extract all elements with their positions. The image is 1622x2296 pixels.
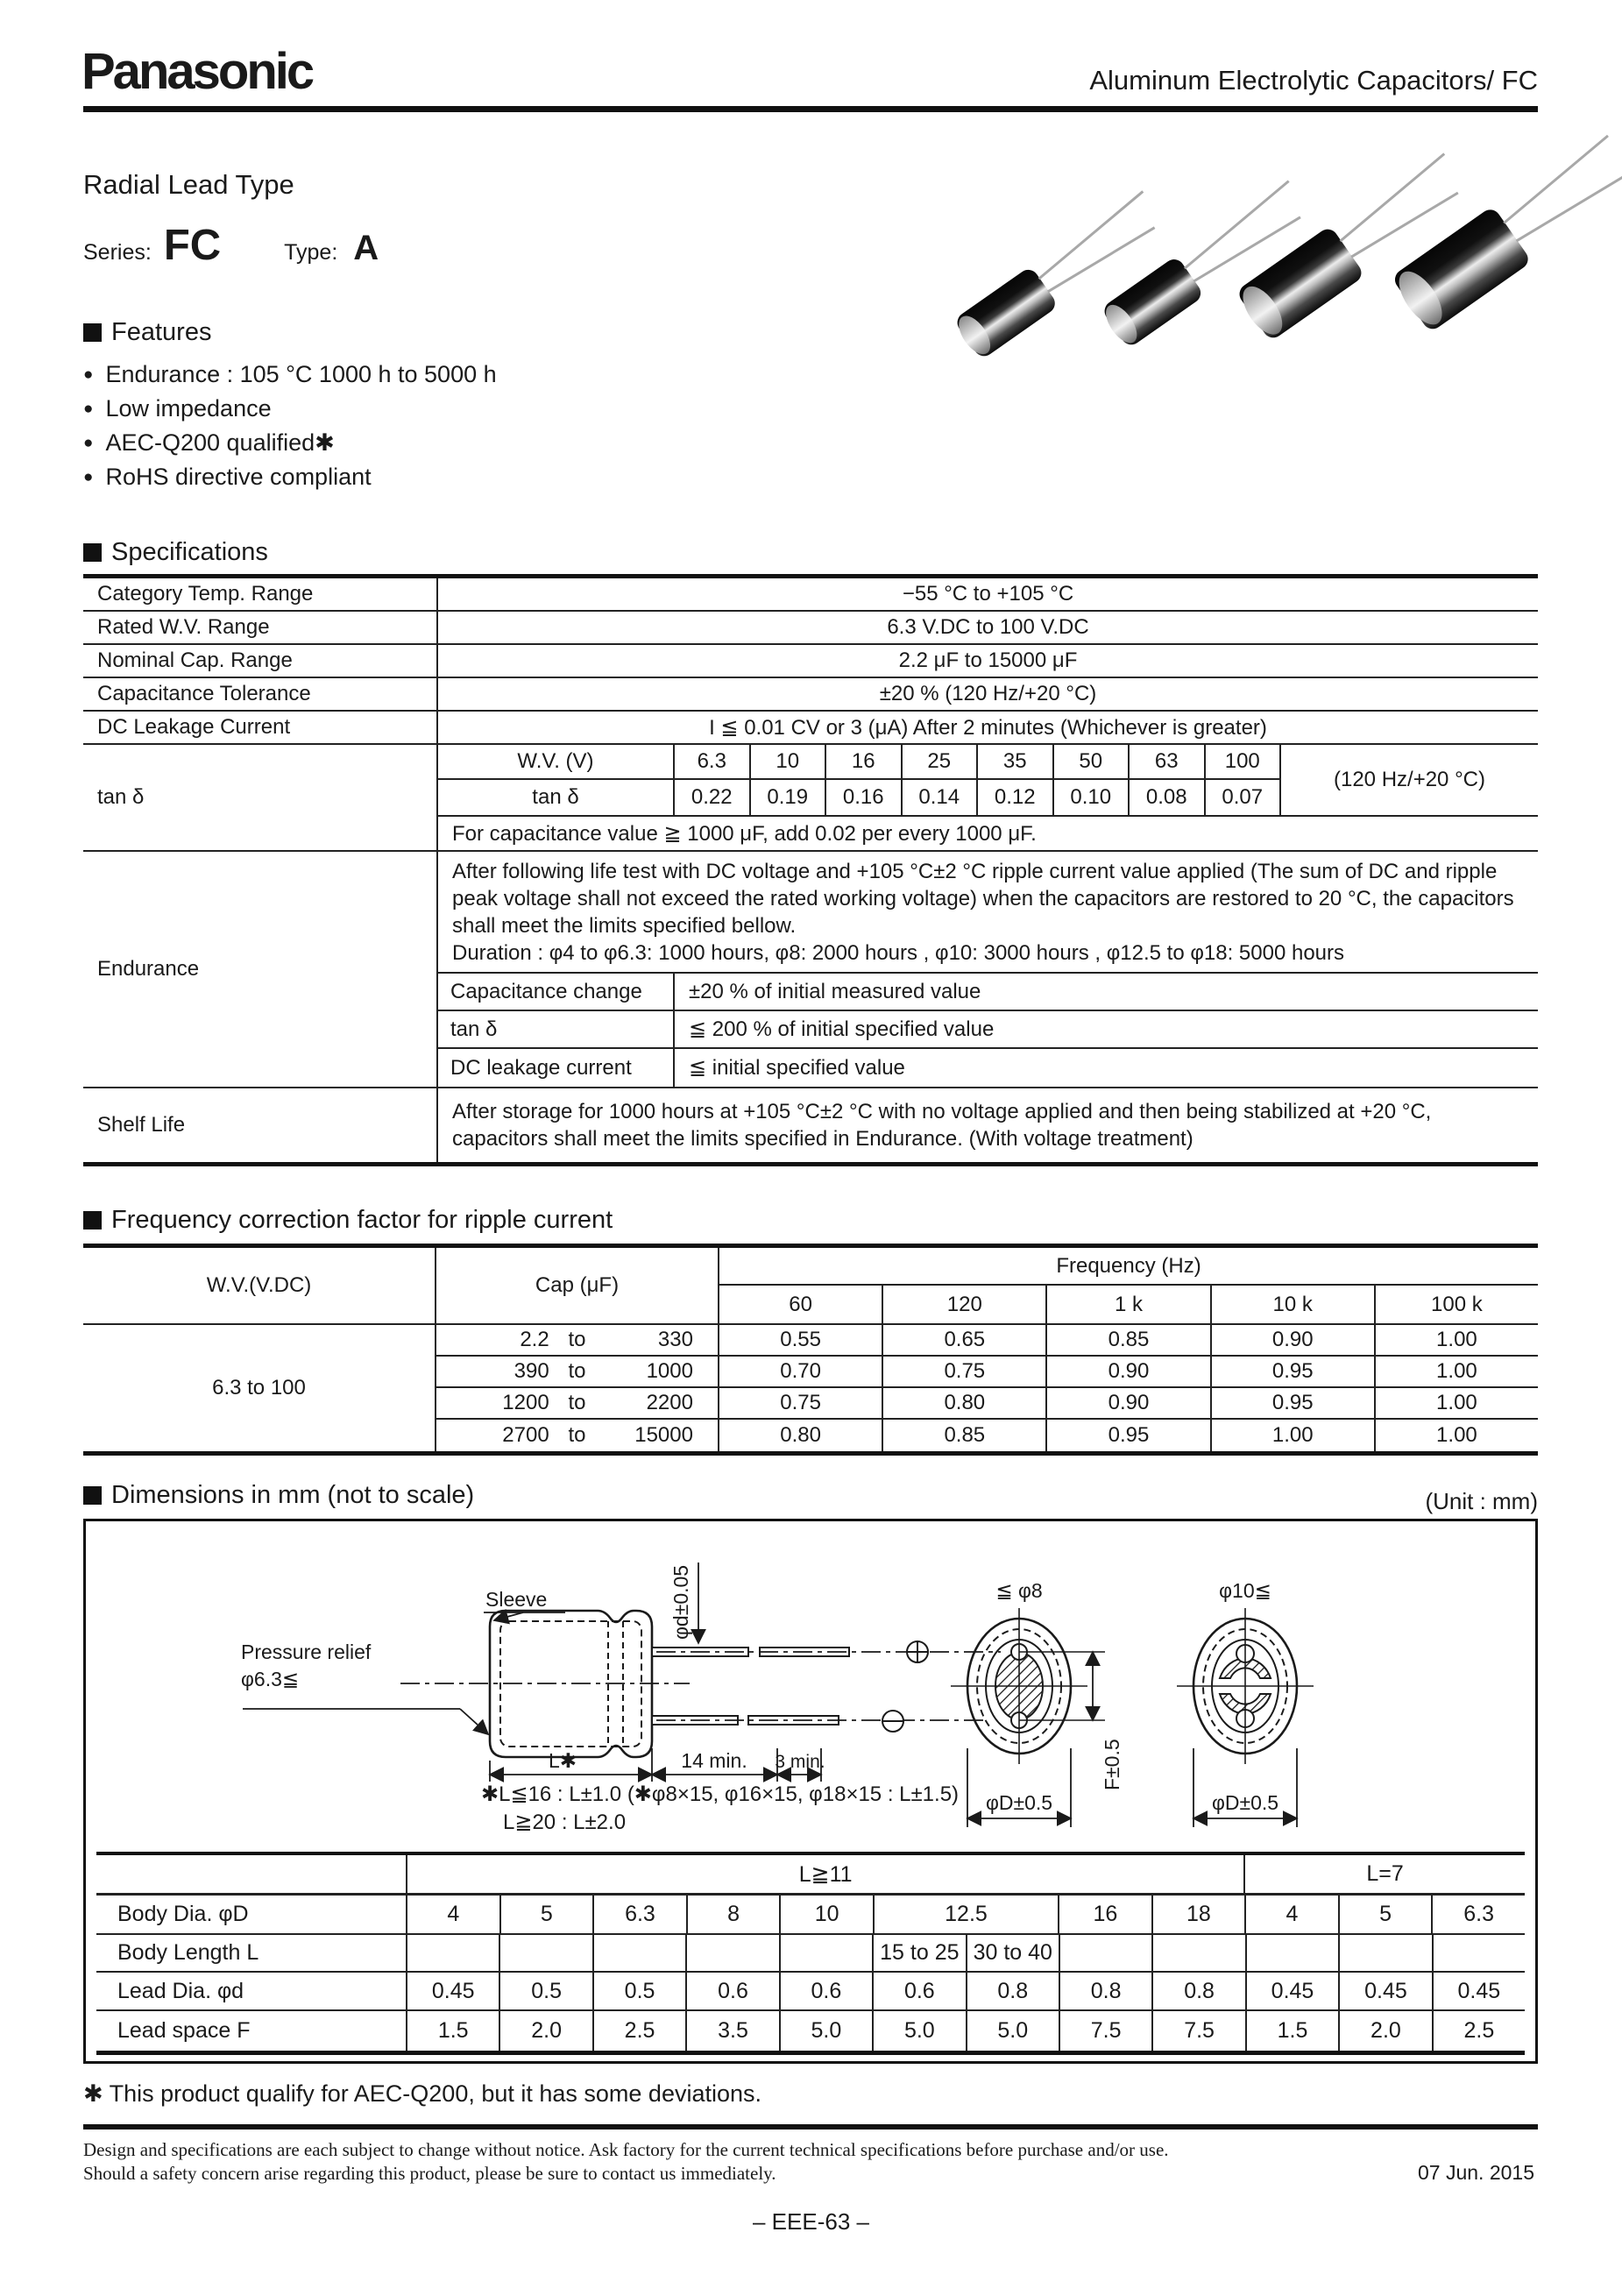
type-value: A bbox=[353, 229, 379, 267]
table-row bbox=[96, 2011, 1525, 2051]
row-value: I ≦ 0.01 CV or 3 (μA) After 2 minutes (Whichever is greater) bbox=[709, 715, 1267, 740]
specifications-heading-label: Specifications bbox=[111, 538, 268, 566]
to-label: to bbox=[568, 1391, 586, 1414]
table-cell: 8 bbox=[688, 1896, 782, 1933]
table-row bbox=[719, 1388, 1538, 1420]
criterion-label: tan δ bbox=[438, 1011, 675, 1047]
table-row bbox=[96, 1973, 1525, 2011]
document-title: Aluminum Electrolytic Capacitors/ FC bbox=[1089, 65, 1538, 96]
table-cell: 1.00 bbox=[1212, 1420, 1376, 1451]
feature-text: AEC-Q200 qualified✱ bbox=[105, 429, 335, 456]
table-cell bbox=[1153, 1935, 1246, 1971]
wv-range-value: 6.3 to 100 bbox=[212, 1376, 306, 1400]
table-row bbox=[719, 1420, 1538, 1451]
tan-note: For capacitance value ≧ 1000 μF, add 0.02 per every 1000 μF. bbox=[438, 815, 1538, 850]
table-cell: 0.6 bbox=[687, 1973, 780, 2009]
row-label: Capacitance Tolerance bbox=[83, 678, 438, 710]
feature-text: Endurance : 105 °C 1000 h to 5000 h bbox=[105, 361, 497, 387]
row-label: Body Dia. φD bbox=[96, 1896, 407, 1933]
table-cell bbox=[1434, 1935, 1525, 1971]
aec-note: ✱ This product qualify for AEC-Q200, but it has some deviations. bbox=[83, 2080, 762, 2107]
features-heading bbox=[83, 318, 211, 347]
capacitor-image bbox=[1101, 255, 1205, 349]
row-label: Rated W.V. Range bbox=[83, 612, 438, 643]
table-cell: 0.6 bbox=[781, 1973, 874, 2009]
table-cell: 0.16 bbox=[826, 780, 903, 815]
table-cell bbox=[1340, 1935, 1433, 1971]
footer-disclaimer bbox=[83, 2138, 1169, 2186]
table-cell bbox=[1060, 1935, 1153, 1971]
column-header: 120 bbox=[883, 1286, 1047, 1323]
series-line bbox=[83, 221, 379, 270]
dimensions-heading-label: Dimensions in mm (not to scale) bbox=[111, 1481, 475, 1509]
row-value: 2.2 μF to 15000 μF bbox=[898, 648, 1078, 672]
features-heading-label: Features bbox=[111, 318, 212, 346]
list-item bbox=[83, 358, 497, 392]
cap-to: 2200 bbox=[646, 1391, 693, 1414]
table-cell: 5 bbox=[501, 1896, 595, 1933]
criterion-label: DC leakage current bbox=[438, 1049, 675, 1087]
table-cell: 16 bbox=[826, 745, 903, 778]
table-header-row bbox=[96, 1855, 1525, 1896]
table-row bbox=[438, 974, 1538, 1011]
to-label: to bbox=[568, 1423, 586, 1447]
shelf-life-row bbox=[83, 1088, 1538, 1162]
cap-to: 15000 bbox=[634, 1423, 693, 1447]
table-cell: 6.3 bbox=[1463, 1902, 1495, 1926]
table-cell bbox=[594, 1935, 687, 1971]
table-cell bbox=[687, 1935, 780, 1971]
table-cell: 1.00 bbox=[1436, 1423, 1477, 1447]
product-heading: Radial Lead Type bbox=[83, 169, 294, 200]
table-row bbox=[83, 678, 1538, 712]
tolerance-note-2: L≧20 : L±2.0 bbox=[503, 1811, 627, 1834]
table-cell: 18 bbox=[1153, 1896, 1247, 1933]
series-value: FC bbox=[163, 222, 222, 269]
row-label: Shelf Life bbox=[83, 1088, 438, 1162]
table-cell: 0.12 bbox=[978, 780, 1054, 815]
capacitor-image bbox=[953, 266, 1059, 360]
tan-header: tan δ bbox=[438, 780, 675, 815]
endurance-description bbox=[438, 852, 1538, 974]
revision-date: 07 Jun. 2015 bbox=[1417, 2161, 1534, 2184]
cap-from: 2.2 bbox=[520, 1328, 549, 1351]
table-cell: 100 bbox=[1224, 749, 1260, 773]
row-value: 6.3 V.DC to 100 V.DC bbox=[887, 615, 1089, 639]
row-value: ±20 % (120 Hz/+20 °C) bbox=[879, 682, 1097, 705]
taper-dim: 3 min. bbox=[775, 1752, 825, 1772]
table-cell: 12.5 bbox=[875, 1896, 1059, 1933]
table-cell: 0.75 bbox=[883, 1357, 1047, 1386]
specifications-heading bbox=[83, 538, 268, 567]
series-label: Series: bbox=[83, 240, 152, 265]
capacitor-image bbox=[1391, 206, 1532, 333]
specifications-table bbox=[83, 574, 1538, 1166]
table-cell: 0.07 bbox=[1222, 785, 1264, 809]
tolerance-note-1: ✱L≦16 : L±1.0 (✱φ8×15, φ16×15, φ18×15 : L±1.5) bbox=[481, 1782, 960, 1806]
table-cell: 0.80 bbox=[719, 1420, 883, 1451]
lead-dia-tolerance: φd±0.05 bbox=[669, 1564, 692, 1640]
body-dia-tolerance: φD±0.5 bbox=[1211, 1791, 1279, 1814]
pressure-relief-size: φ6.3≦ bbox=[241, 1668, 300, 1690]
table-cell: 0.90 bbox=[1047, 1357, 1211, 1386]
table-cell: 1.5 bbox=[407, 2011, 500, 2051]
table-cell: 0.70 bbox=[719, 1357, 883, 1386]
row-label: DC Leakage Current bbox=[83, 712, 438, 743]
to-label: to bbox=[568, 1359, 586, 1383]
table-cell: 4 bbox=[1246, 1896, 1340, 1933]
feature-text: RoHS directive compliant bbox=[105, 464, 372, 490]
row-label: Lead Dia. φd bbox=[96, 1973, 407, 2009]
table-cell: 0.75 bbox=[719, 1388, 883, 1418]
table-cell: 0.19 bbox=[751, 780, 827, 815]
pressure-relief-label: Pressure relief bbox=[241, 1641, 372, 1663]
length-group-header: L≧11 bbox=[407, 1855, 1245, 1893]
tan-delta-row bbox=[83, 745, 1538, 852]
row-label: Nominal Cap. Range bbox=[83, 645, 438, 677]
list-item bbox=[83, 460, 497, 494]
table-cell: 0.22 bbox=[675, 780, 751, 815]
table-cell bbox=[1247, 1935, 1340, 1971]
cap-to: 330 bbox=[657, 1328, 693, 1351]
bullet-icon: ● bbox=[83, 434, 94, 452]
table-cell: 0.10 bbox=[1054, 780, 1130, 815]
table-cell: 2.0 bbox=[500, 2011, 593, 2051]
table-cell bbox=[407, 1935, 500, 1971]
type-label: Type: bbox=[284, 240, 338, 265]
table-cell: 6.3 bbox=[675, 745, 751, 778]
table-row bbox=[96, 1896, 1525, 1935]
table-cell: 0.95 bbox=[1212, 1388, 1376, 1418]
table-cell: 0.8 bbox=[1060, 1973, 1153, 2009]
endurance-row bbox=[83, 852, 1538, 1088]
table-cell: 2.5 bbox=[1463, 2018, 1495, 2043]
table-row bbox=[96, 1935, 1525, 1973]
table-cell bbox=[436, 1420, 718, 1451]
table-row bbox=[83, 645, 1538, 678]
list-item bbox=[83, 392, 497, 426]
table-cell: 0.45 bbox=[1340, 1973, 1433, 2009]
table-cell: 0.8 bbox=[1153, 1973, 1246, 2009]
frequency-heading-label: Frequency correction factor for ripple current bbox=[111, 1206, 613, 1234]
frequency-table bbox=[83, 1244, 1538, 1456]
table-cell: 0.90 bbox=[1212, 1325, 1376, 1355]
endurance-text: After following life test with DC voltage and +105 °C±2 °C ripple current value applied (The sum of DC and ripple peak voltage shall not exceed the rated working voltage) when the capacitors are restored to 20 °C, the capacitors shall meet the limits specified bellow. bbox=[452, 860, 1514, 938]
feature-text: Low impedance bbox=[105, 395, 272, 422]
table-cell bbox=[500, 1935, 593, 1971]
cap-from: 390 bbox=[514, 1359, 549, 1383]
table-cell: 0.45 bbox=[1247, 1973, 1340, 2009]
table-cell: 25 bbox=[903, 745, 979, 778]
body-dia-tolerance: φD±0.5 bbox=[985, 1791, 1053, 1814]
body-length-dim: L✱ bbox=[548, 1749, 577, 1772]
table-row bbox=[83, 578, 1538, 612]
to-label: to bbox=[568, 1328, 586, 1351]
cap-from: 2700 bbox=[502, 1423, 549, 1447]
table-cell: 35 bbox=[978, 745, 1054, 778]
table-cell: 0.55 bbox=[719, 1325, 883, 1355]
table-cell: 2.0 bbox=[1340, 2011, 1433, 2051]
row-label: Body Length L bbox=[96, 1935, 407, 1971]
table-cell: 7.5 bbox=[1060, 2011, 1153, 2051]
table-cell: 30 to 40 bbox=[967, 1935, 1060, 1971]
table-cell: 2.5 bbox=[594, 2011, 687, 2051]
table-cell: 16 bbox=[1059, 1896, 1153, 1933]
small-dia-label: ≦ φ8 bbox=[995, 1579, 1043, 1602]
table-cell: 0.90 bbox=[1047, 1388, 1211, 1418]
dimensions-diagram bbox=[85, 1527, 1531, 1850]
table-cell: 0.6 bbox=[874, 1973, 967, 2009]
table-cell: 1.00 bbox=[1436, 1391, 1477, 1414]
table-row bbox=[83, 712, 1538, 745]
table-cell bbox=[436, 1325, 718, 1357]
table-cell: 0.45 bbox=[407, 1973, 500, 2009]
bullet-icon: ● bbox=[83, 400, 94, 418]
dimensions-heading bbox=[83, 1481, 474, 1510]
wv-header: W.V. (V) bbox=[438, 745, 675, 778]
table-row bbox=[719, 1325, 1538, 1357]
table-cell: 5.0 bbox=[781, 2011, 874, 2051]
table-cell: 0.85 bbox=[883, 1420, 1047, 1451]
table-cell: 5 bbox=[1340, 1896, 1434, 1933]
table-cell: 0.95 bbox=[1212, 1357, 1376, 1386]
table-cell: 0.65 bbox=[883, 1325, 1047, 1355]
table-cell: 3.5 bbox=[687, 2011, 780, 2051]
lead-length-dim: 14 min. bbox=[681, 1749, 747, 1772]
table-cell: 0.45 bbox=[1457, 1978, 1501, 2003]
cap-from: 1200 bbox=[502, 1391, 549, 1414]
header-spacer bbox=[96, 1855, 407, 1893]
large-dia-label: φ10≦ bbox=[1219, 1579, 1271, 1602]
table-cell: 0.85 bbox=[1047, 1325, 1211, 1355]
table-cell: 0.5 bbox=[594, 1973, 687, 2009]
table-cell: 0.95 bbox=[1047, 1420, 1211, 1451]
column-header: 1 k bbox=[1047, 1286, 1211, 1323]
disclaimer-line: Design and specifications are each subject to change without notice. Ask factory for the current technical specifications before purchase and/or use. bbox=[83, 2139, 1169, 2160]
frequency-header: Frequency (Hz) bbox=[719, 1248, 1538, 1286]
criterion-label: Capacitance change bbox=[438, 974, 675, 1010]
panasonic-logo: Panasonic bbox=[81, 43, 313, 100]
column-header: Cap (μF) bbox=[436, 1248, 718, 1325]
page-number: – EEE-63 – bbox=[753, 2208, 869, 2235]
table-cell: 1.00 bbox=[1436, 1328, 1477, 1351]
table-cell: 0.5 bbox=[500, 1973, 593, 2009]
bullet-icon: ● bbox=[83, 365, 94, 384]
column-header: 10 k bbox=[1212, 1286, 1376, 1323]
table-cell bbox=[781, 1935, 874, 1971]
table-cell: 7.5 bbox=[1153, 2011, 1246, 2051]
table-row bbox=[438, 1049, 1538, 1087]
table-cell: 10 bbox=[751, 745, 827, 778]
disclaimer-line: Should a safety concern arise regarding this product, please be sure to contact us immediately. bbox=[83, 2163, 776, 2184]
table-cell: 5.0 bbox=[874, 2011, 967, 2051]
row-label: Endurance bbox=[83, 852, 438, 1087]
table-cell bbox=[436, 1357, 718, 1388]
row-value: After storage for 1000 hours at +105 °C±2 °C with no voltage applied and then being stabilized at +20 °C, capacitors shall meet the limits specified in Endurance. (With voltage treatment) bbox=[452, 1100, 1432, 1151]
unit-label: (Unit : mm) bbox=[1425, 1488, 1538, 1514]
section-square-icon bbox=[83, 1211, 102, 1229]
table-cell: 0.14 bbox=[903, 780, 979, 815]
table-row bbox=[719, 1357, 1538, 1388]
column-header: 100 k bbox=[1431, 1292, 1483, 1316]
row-label: Category Temp. Range bbox=[83, 578, 438, 610]
dimensions-table bbox=[96, 1852, 1525, 2055]
endurance-duration: Duration : φ4 to φ6.3: 1000 hours, φ8: 2000 hours , φ10: 3000 hours , φ12.5 to φ18: 5000 hours bbox=[452, 941, 1345, 965]
table-cell: 0.8 bbox=[967, 1973, 1060, 2009]
footer-rule bbox=[83, 2124, 1538, 2129]
measurement-condition: (120 Hz/+20 °C) bbox=[1279, 745, 1538, 815]
row-label: tan δ bbox=[83, 745, 438, 850]
table-cell: 15 to 25 bbox=[874, 1935, 967, 1971]
table-cell: 4 bbox=[407, 1896, 501, 1933]
criterion-value: ≦ 200 % of initial specified value bbox=[689, 1017, 995, 1041]
table-cell: 1.00 bbox=[1436, 1359, 1477, 1383]
section-square-icon bbox=[83, 1486, 102, 1505]
table-cell: 10 bbox=[781, 1896, 875, 1933]
table-cell: 1.5 bbox=[1247, 2011, 1340, 2051]
lead-space-tolerance: F±0.5 bbox=[1101, 1739, 1123, 1790]
features-list bbox=[83, 358, 497, 494]
table-cell: 50 bbox=[1054, 745, 1130, 778]
table-cell: 6.3 bbox=[594, 1896, 688, 1933]
table-cell: 63 bbox=[1130, 745, 1206, 778]
frequency-heading bbox=[83, 1206, 613, 1235]
row-value: −55 °C to +105 °C bbox=[902, 582, 1074, 606]
section-square-icon bbox=[83, 543, 102, 562]
table-cell: 0.80 bbox=[883, 1388, 1047, 1418]
capacitor-photo bbox=[981, 219, 1586, 438]
table-cell: 0.08 bbox=[1130, 780, 1206, 815]
table-cell bbox=[436, 1388, 718, 1420]
header-rule bbox=[83, 106, 1538, 112]
list-item bbox=[83, 426, 497, 460]
length-group-header: L=7 bbox=[1366, 1861, 1404, 1886]
sleeve-label: Sleeve bbox=[485, 1588, 548, 1611]
column-header: W.V.(V.DC) bbox=[83, 1248, 435, 1325]
cap-to: 1000 bbox=[646, 1359, 693, 1383]
table-row bbox=[83, 612, 1538, 645]
row-label: Lead space F bbox=[96, 2011, 407, 2051]
section-square-icon bbox=[83, 323, 102, 342]
table-cell: 5.0 bbox=[967, 2011, 1060, 2051]
criterion-value: ±20 % of initial measured value bbox=[689, 979, 981, 1003]
criterion-value: ≦ initial specified value bbox=[689, 1056, 905, 1080]
table-row bbox=[438, 1011, 1538, 1049]
column-header: 60 bbox=[719, 1286, 883, 1323]
bullet-icon: ● bbox=[83, 468, 94, 486]
